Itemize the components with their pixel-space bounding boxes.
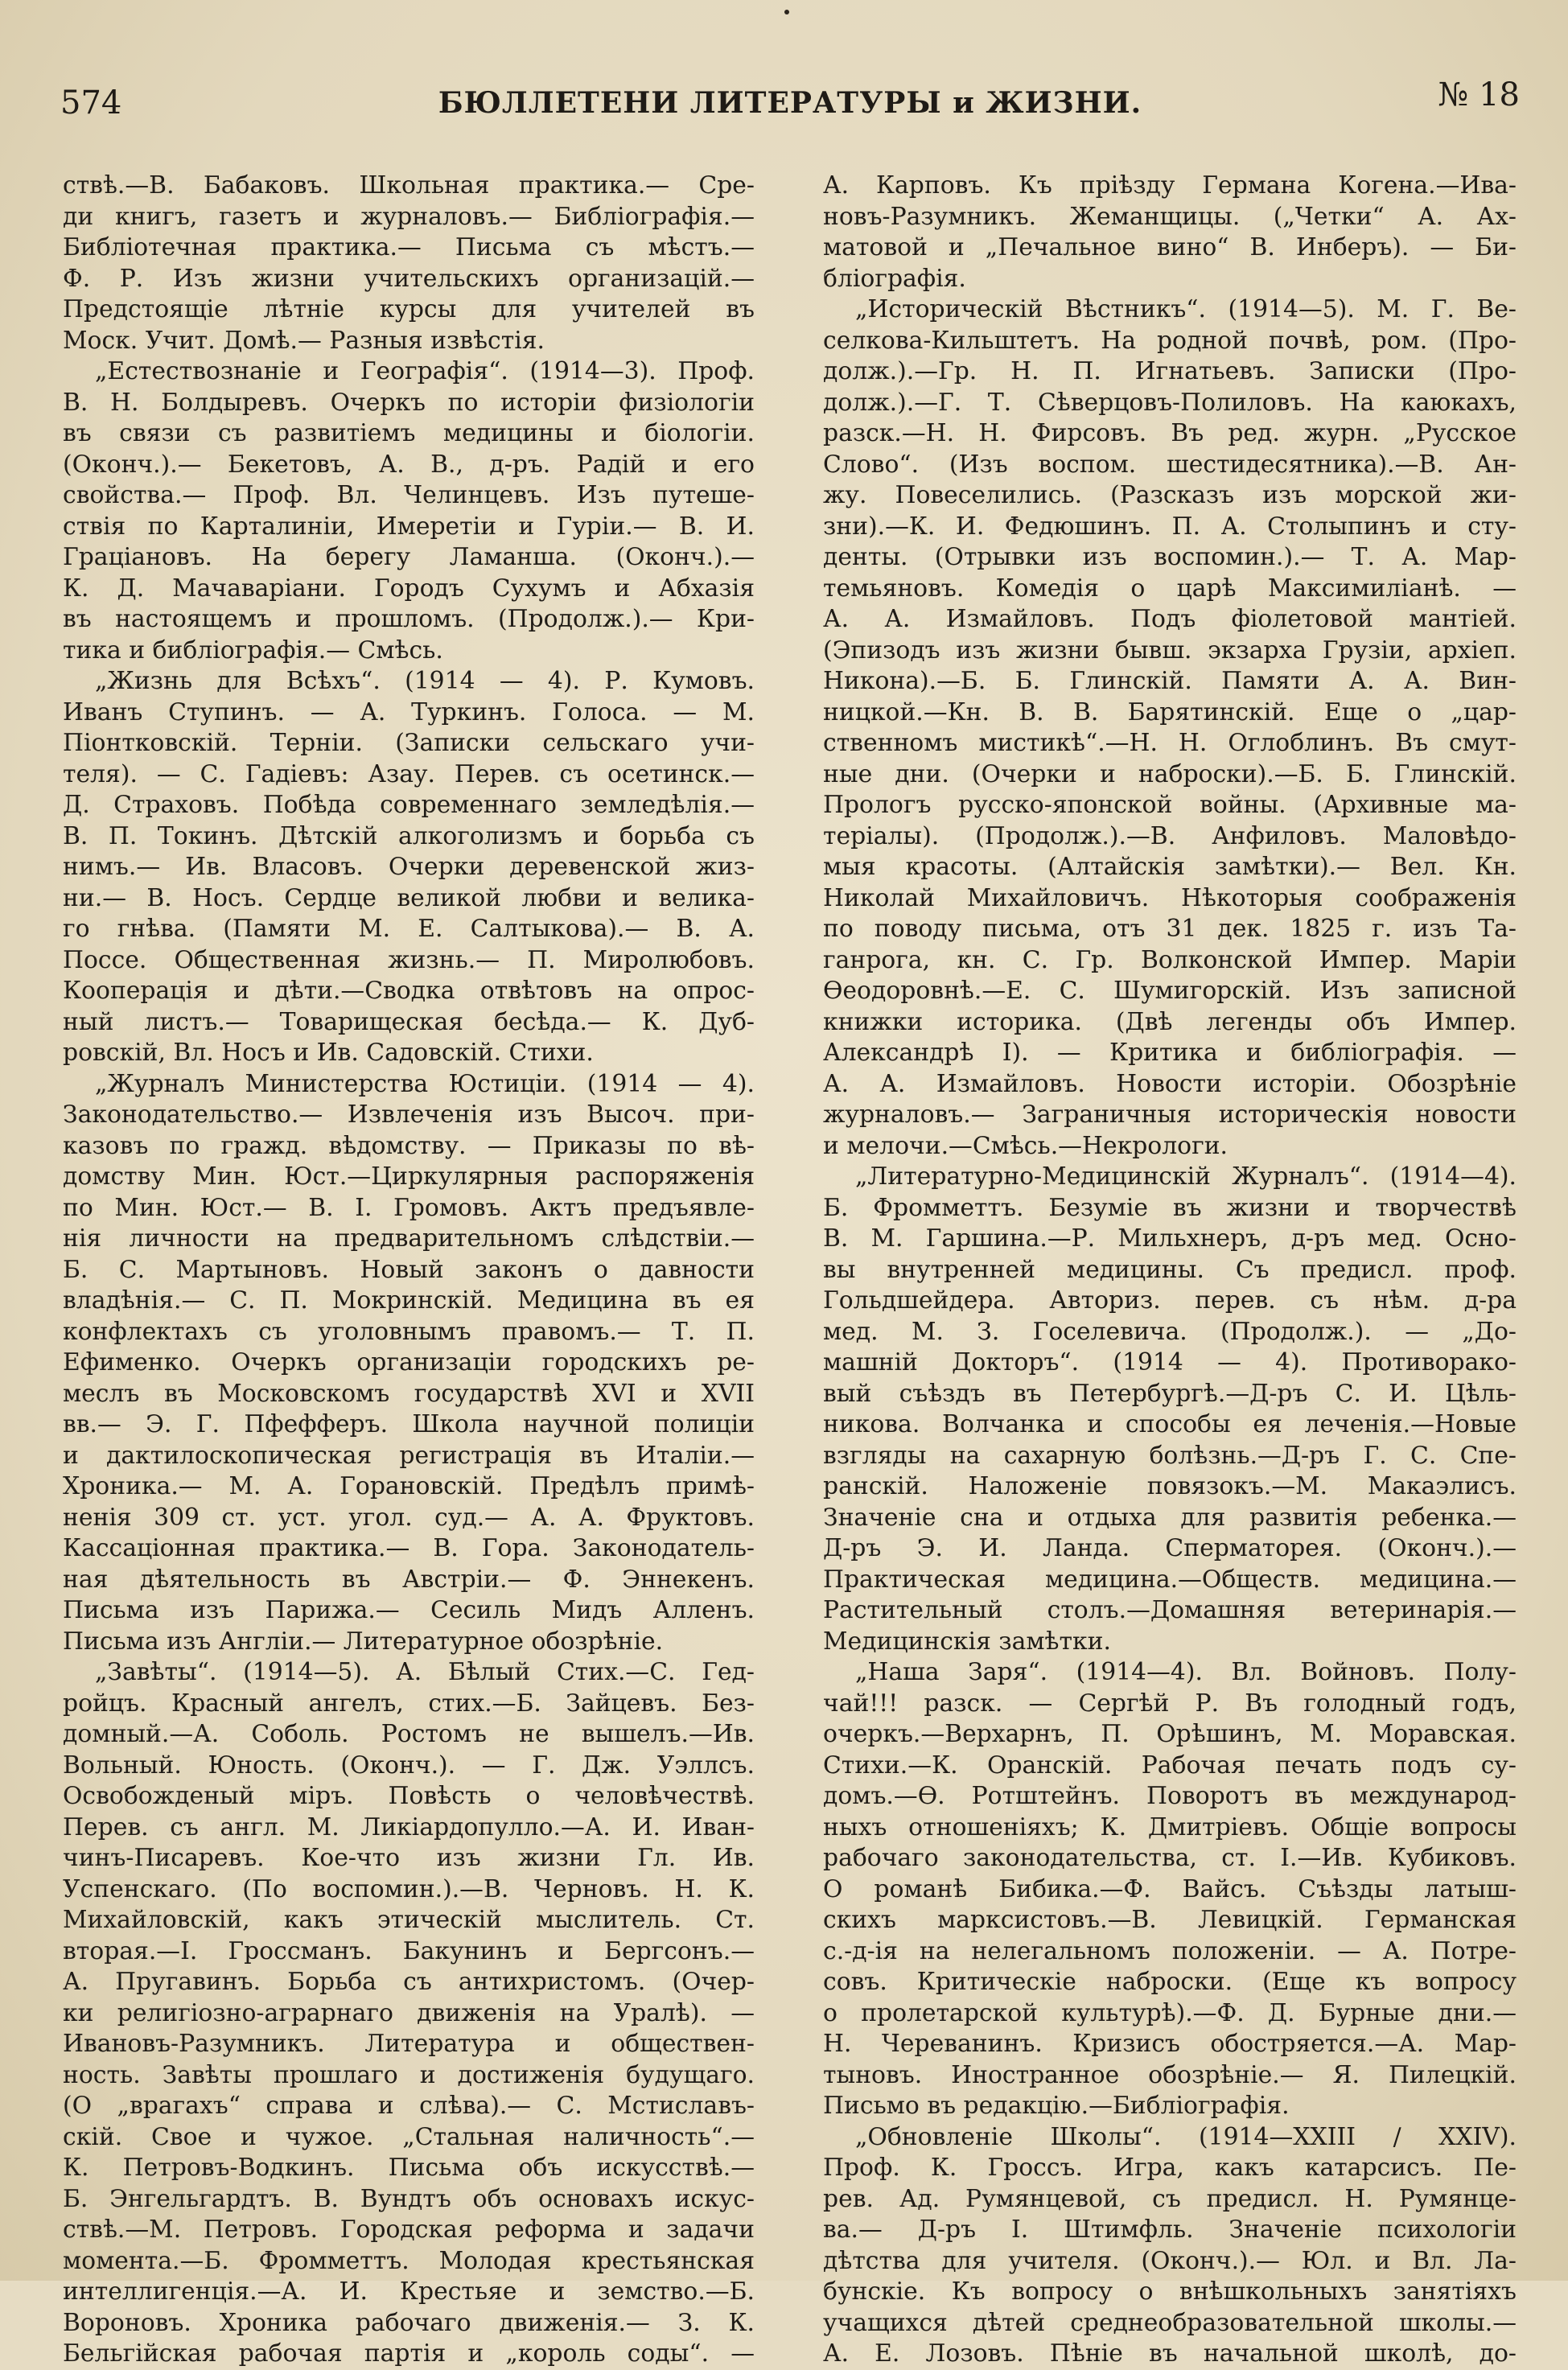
- entry-heading-line: „Литературно-Медицинскій Журналъ“. (1914—4).: [855, 1162, 1517, 1191]
- text-line: с.-д-ія на нелегальномъ положеніи. — А. Потре-: [823, 1936, 1517, 1965]
- text-line: долж.).—Г. Т. Сѣверцовъ-Полиловъ. На каюкахъ,: [823, 388, 1517, 417]
- text-line: ственномъ мистикѣ“.—Н. Н. Оглоблинъ. Въ смут-: [823, 729, 1517, 757]
- text-line: Вольный. Юность. (Оконч.). — Г. Дж. Уэллсъ.: [63, 1751, 755, 1780]
- text-line: Успенскаго. (По воспомин.).—В. Черновъ. Н. К.: [63, 1874, 755, 1903]
- text-line: въ связи съ развитіемъ медицины и біологіи.: [63, 419, 755, 447]
- issue-number: № 18: [1438, 76, 1520, 113]
- text-line: Ф. Р. Изъ жизни учительскихъ организацій.—: [63, 264, 755, 293]
- text-line: мед. М. З. Госелевича. (Продолж.). — „До-: [823, 1317, 1517, 1346]
- text-line: Библіотечная практика.— Письма съ мѣстъ.—: [63, 233, 755, 261]
- text-line: ди книгъ, газетъ и журналовъ.— Библіографія.—: [63, 202, 755, 231]
- text-line: В. М. Гаршина.—Р. Мильхнеръ, д-ръ мед. Осно-: [823, 1224, 1517, 1253]
- text-line: ная дѣятельность въ Австріи.— Ф. Эннекенъ.: [63, 1565, 755, 1594]
- text-line: меслъ въ Московскомъ государствѣ XVI и XVII: [63, 1379, 755, 1408]
- text-line: вв.— Э. Г. Пфефферъ. Школа научной полиціи: [63, 1410, 755, 1438]
- text-line: тика и библіографія.— Смѣсь.: [63, 636, 443, 665]
- text-line: Освобожденый міръ. Повѣсть о человѣчествѣ.: [63, 1782, 755, 1810]
- text-line: домству Мин. Юст.—Циркулярныя распоряженія: [63, 1162, 755, 1191]
- text-line: дѣтства для учителя. (Оконч.).— Юл. и Вл. Ла-: [823, 2246, 1517, 2275]
- text-line: Никона).—Б. Б. Глинскій. Памяти А. А. Вин-: [823, 667, 1517, 695]
- text-line: матовой и „Печальное вино“ В. Инберъ). — Би-: [823, 233, 1517, 261]
- text-line: книжки историка. (Двѣ легенды объ Импер.: [823, 1007, 1517, 1036]
- text-line: Ивановъ-Разумникъ. Литература и обществен-: [63, 2030, 755, 2058]
- text-line: теріалы). (Продолж.).—В. Анфиловъ. Маловѣдо-: [823, 821, 1517, 850]
- entry-heading-line: „Завѣты“. (1914—5). А. Бѣлый Стих.—С. Гед-: [95, 1658, 755, 1686]
- text-line: Піонтковскій. Терніи. (Записки сельскаго учи-: [63, 729, 755, 757]
- text-line: по поводу письма, отъ 31 дек. 1825 г. изъ Та-: [823, 915, 1517, 943]
- text-line: (Эпизодъ изъ жизни бывш. экзарха Грузіи, архіеп.: [823, 636, 1517, 665]
- text-line: момента.—Б. Фромметтъ. Молодая крестьянская: [63, 2246, 755, 2275]
- text-line: ность. Завѣты прошлаго и достиженія будущаго.: [63, 2060, 755, 2089]
- text-line: (Оконч.).— Бекетовъ, А. В., д-ръ. Радій и его: [63, 450, 755, 479]
- text-line: ни.— В. Носъ. Сердце великой любви и велика-: [63, 883, 755, 912]
- text-line: ки религіозно-аграрнаго движенія на Уралѣ). —: [63, 1998, 755, 2027]
- text-line: ныхъ отношеніяхъ; К. Дмитріевъ. Общіе вопросы: [823, 1812, 1517, 1841]
- text-line: домный.—А. Соболь. Ростомъ не вышелъ.—Ив.: [63, 1720, 755, 1748]
- text-line: Стихи.—К. Оранскій. Рабочая печать подъ су-: [823, 1751, 1517, 1780]
- text-line: разск.—Н. Н. Фирсовъ. Въ ред. журн. „Русское: [823, 419, 1517, 447]
- text-line: чинъ-Писаревъ. Кое-что изъ жизни Гл. Ив.: [63, 1844, 755, 1872]
- text-line: Прологъ русско-японской войны. (Архивные ма-: [823, 791, 1517, 819]
- text-line: Законодательство.— Извлеченія изъ Высоч. при-: [63, 1101, 755, 1129]
- text-line: Бельгійская рабочая партія и „король соды“. —: [63, 2339, 755, 2368]
- text-line: Письма изъ Англіи.— Литературное обозрѣніе.: [63, 1627, 664, 1656]
- text-line: Проф. К. Гроссъ. Игра, какъ катарсисъ. Пе-: [823, 2154, 1517, 2182]
- text-line: А. А. Измайловъ. Подъ фіолетовой мантіей.: [823, 605, 1517, 633]
- text-line: Александрѣ I). — Критика и библіографія. —: [823, 1039, 1517, 1067]
- text-line: и мелочи.—Смѣсь.—Некрологи.: [823, 1131, 1228, 1160]
- text-line: бунскіе. Къ вопросу о внѣшкольныхъ занятіяхъ: [823, 2277, 1517, 2306]
- text-line: чай!!! разск. — Сергѣй Р. Въ голодный годъ,: [823, 1689, 1517, 1718]
- text-line: Медицинскія замѣтки.: [823, 1627, 1111, 1656]
- text-line: по Мин. Юст.— В. І. Громовъ. Актъ предъявле-: [63, 1193, 755, 1222]
- text-line: Н. Череванинъ. Кризисъ обостряется.—А. Мар-: [823, 2030, 1517, 2058]
- text-line: ные дни. (Очерки и наброски).—Б. Б. Глинскій.: [823, 759, 1517, 788]
- text-line: ровскій, Вл. Носъ и Ив. Садовскій. Стихи.: [63, 1039, 594, 1067]
- text-line: В. П. Токинъ. Дѣтскій алкоголизмъ и борьба съ: [63, 821, 755, 850]
- text-line: вый съѣздъ въ Петербургѣ.—Д-ръ С. И. Цѣль-: [823, 1379, 1517, 1408]
- text-line: Б. С. Мартыновъ. Новый законъ о давности: [63, 1255, 755, 1284]
- text-line: темьяновъ. Комедія о царѣ Максимиліанѣ. —: [823, 574, 1517, 603]
- text-line: Практическая медицина.—Обществ. медицина.—: [823, 1565, 1517, 1594]
- text-line: скій. Свое и чужое. „Стальная наличность“.—: [63, 2122, 755, 2151]
- text-line: казовъ по гражд. вѣдомству. — Приказы по вѣ-: [63, 1131, 755, 1160]
- entry-heading-line: „Жизнь для Всѣхъ“. (1914 — 4). Р. Кумовъ.: [95, 667, 755, 695]
- text-line: А. Е. Лозовъ. Пѣніе въ начальной школѣ, до-: [823, 2339, 1517, 2368]
- left-column: [63, 171, 755, 2370]
- text-line: въ настоящемъ и прошломъ. (Продолж.).— Кри-: [63, 605, 755, 633]
- text-line: учащихся дѣтей среднеобразовательной школы.—: [823, 2308, 1517, 2337]
- text-line: К. Д. Мачаваріани. Городъ Сухумъ и Абхазія: [63, 574, 755, 603]
- text-line: совъ. Критическіе наброски. (Еще къ вопросу: [823, 1968, 1517, 1996]
- text-line: машній Докторъ“. (1914 — 4). Противорако-: [823, 1348, 1517, 1376]
- text-line: жу. Повеселились. (Разсказъ изъ морской жи-: [823, 481, 1517, 509]
- text-line: ный листъ.— Товарищеская бесѣда.— К. Дуб-: [63, 1007, 755, 1036]
- page-header: [60, 76, 1520, 133]
- text-line: Кооперація и дѣти.—Сводка отвѣтовъ на опрос-: [63, 977, 755, 1005]
- text-line: вторая.—І. Гроссманъ. Бакунинъ и Бергсонъ.—: [63, 1936, 755, 1965]
- right-column: [823, 171, 1517, 2370]
- text-line: нія личности на предварительномъ слѣдствіи.—: [63, 1224, 755, 1253]
- text-line: А. Карповъ. Къ пріѣзду Германа Когена.—Ива-: [823, 171, 1517, 200]
- text-line: никова. Волчанка и способы ея леченія.—Новые: [823, 1410, 1517, 1438]
- page-number: 574: [60, 84, 122, 121]
- text-line: скихъ марксистовъ.—В. Левицкій. Германская: [823, 1906, 1517, 1934]
- text-line: ствѣ.—В. Бабаковъ. Школьная практика.— Сре-: [63, 171, 755, 200]
- text-line: очеркъ.—Верхарнъ, П. Орѣшинъ, М. Моравская.: [823, 1720, 1517, 1748]
- text-line: А. А. Измайловъ. Новости исторіи. Обозрѣніе: [823, 1069, 1517, 1098]
- text-line: интеллигенція.—А. И. Крестьяе и земство.—Б.: [63, 2277, 755, 2306]
- entry-heading-line: „Обновленіе Школы“. (1914—XXIII / XXIV).: [855, 2122, 1517, 2151]
- text-line: ствѣ.—М. Петровъ. Городская реформа и задачи: [63, 2216, 755, 2244]
- text-line: ствія по Карталиніи, Имеретіи и Гуріи.— В. И.: [63, 512, 755, 541]
- text-line: мыя красоты. (Алтайскія замѣтки).— Вел. Кн.: [823, 853, 1517, 881]
- text-line: Д. Страховъ. Побѣда современнаго земледѣлія.—: [63, 791, 755, 819]
- text-line: Перев. съ англ. М. Ликіардопулло.—А. И. Иван-: [63, 1812, 755, 1841]
- text-line: селкова-Кильштетъ. На родной почвѣ, ром. (Про-: [823, 326, 1517, 355]
- text-line: денты. (Отрывки изъ воспомин.).— Т. А. Мар-: [823, 543, 1517, 571]
- running-title: БЮЛЛЕТЕНИ ЛИТЕРАТУРЫ и ЖИЗНИ.: [438, 86, 1142, 120]
- text-line: Михайловскій, какъ этическій мыслитель. Ст.: [63, 1906, 755, 1934]
- text-line: бліографія.: [823, 264, 966, 293]
- text-line: А. Пругавинъ. Борьба съ антихристомъ. (Очер-: [63, 1968, 755, 1996]
- text-line: Вороновъ. Хроника рабочаго движенія.— З. К.: [63, 2308, 755, 2337]
- text-line: Б. Фромметтъ. Безуміе въ жизни и творчествѣ: [823, 1193, 1517, 1222]
- text-line: Значеніе сна и отдыха для развитія ребенка.—: [823, 1503, 1517, 1532]
- text-line: Письмо въ редакцію.—Библіографія.: [823, 2092, 1290, 2120]
- entry-heading-line: „Журналъ Министерства Юстиціи. (1914 — 4).: [95, 1069, 755, 1098]
- text-line: К. Петровъ-Водкинъ. Письма объ искусствѣ.—: [63, 2154, 755, 2182]
- text-line: ройцъ. Красный ангелъ, стих.—Б. Зайцевъ. Без-: [63, 1689, 755, 1718]
- text-line: взгляды на сахарную болѣзнь.—Д-ръ Г. С. Спе-: [823, 1441, 1517, 1470]
- text-line: Моск. Учит. Домѣ.— Разныя извѣстія.: [63, 326, 545, 355]
- text-line: теля). — С. Гадіевъ: Азау. Перев. съ осетинск.—: [63, 759, 755, 788]
- text-line: зни).—К. И. Федюшинъ. П. А. Столыпинъ и сту-: [823, 512, 1517, 541]
- text-line: го гнѣва. (Памяти М. Е. Салтыкова).— В. А.: [63, 915, 755, 943]
- text-line: ранскій. Наложеніе повязокъ.—М. Макаэлисъ.: [823, 1472, 1517, 1500]
- print-mark: [784, 10, 789, 14]
- text-line: ненія 309 ст. уст. угол. суд.— А. А. Фруктовъ.: [63, 1503, 755, 1532]
- text-line: Предстоящіе лѣтніе курсы для учителей въ: [63, 295, 755, 323]
- text-line: Николай Михайловичъ. Нѣкоторыя соображенія: [823, 883, 1517, 912]
- text-line: домъ.—Ѳ. Ротштейнъ. Поворотъ въ международ-: [823, 1782, 1517, 1810]
- text-line: ницкой.—Кн. В. В. Барятинскій. Еще о „цар-: [823, 697, 1517, 726]
- text-line: Письма изъ Парижа.— Сесиль Мидъ Алленъ.: [63, 1596, 755, 1624]
- text-line: Гольдшейдера. Авториз. перев. съ нѣм. д-ра: [823, 1286, 1517, 1315]
- text-line: вы внутренней медицины. Съ предисл. проф.: [823, 1255, 1517, 1284]
- text-line: Кассаціонная практика.— В. Гора. Законодатель-: [63, 1534, 755, 1562]
- entry-heading-line: „Историческій Вѣстникъ“. (1914—5). М. Г. Ве-: [855, 295, 1517, 323]
- text-line: о пролетарской культурѣ).—Ф. Д. Бурные дни.—: [823, 1998, 1517, 2027]
- text-line: рев. Ад. Румянцевой, съ предисл. Н. Румянце-: [823, 2184, 1517, 2213]
- text-line: журналовъ.— Заграничныя историческія новости: [823, 1101, 1517, 1129]
- text-line: Ѳеодоровнѣ.—Е. С. Шумигорскій. Изъ записной: [823, 977, 1517, 1005]
- text-line: Д-ръ Э. И. Ланда. Сперматорея. (Оконч.).—: [823, 1534, 1517, 1562]
- text-line: конфлектахъ съ уголовнымъ правомъ.— Т. П.: [63, 1317, 755, 1346]
- text-line: долж.).—Гр. Н. П. Игнатьевъ. Записки (Про-: [823, 357, 1517, 385]
- text-line: Слово“. (Изъ воспом. шестидесятника).—В. Ан-: [823, 450, 1517, 479]
- text-line: владѣнія.— С. П. Мокринскій. Медицина въ ея: [63, 1286, 755, 1315]
- text-line: Хроника.— М. А. Горановскій. Предѣлъ примѣ-: [63, 1472, 755, 1500]
- text-line: Иванъ Ступинъ. — А. Туркинъ. Голоса. — М.: [63, 697, 755, 726]
- text-line: О романѣ Бибика.—Ф. Вайсъ. Съѣзды латыш-: [823, 1874, 1517, 1903]
- text-line: Поссе. Общественная жизнь.— П. Миролюбовъ.: [63, 945, 755, 974]
- text-line: Ефименко. Очеркъ организаціи городскихъ ре-: [63, 1348, 755, 1376]
- text-line: Растительный столъ.—Домашняя ветеринарія.—: [823, 1596, 1517, 1624]
- text-line: ва.— Д-ръ І. Штимфль. Значеніе психологіи: [823, 2216, 1517, 2244]
- text-line: новъ-Разумникъ. Жеманщицы. („Четки“ А. Ах-: [823, 202, 1517, 231]
- text-line: нимъ.— Ив. Власовъ. Очерки деревенской жиз-: [63, 853, 755, 881]
- text-line: Граціановъ. На берегу Ламанша. (Оконч.).—: [63, 543, 755, 571]
- entry-heading-line: „Естествознаніе и Географія“. (1914—3). Проф.: [95, 357, 755, 385]
- text-line: Б. Энгельгардтъ. В. Вундтъ объ основахъ искус-: [63, 2184, 755, 2213]
- text-line: тыновъ. Иностранное обозрѣніе.— Я. Пилецкій.: [823, 2060, 1517, 2089]
- text-line: и дактилоскопическая регистрація въ Италіи.—: [63, 1441, 755, 1470]
- entry-heading-line: „Наша Заря“. (1914—4). Вл. Войновъ. Полу-: [855, 1658, 1517, 1686]
- text-line: свойства.— Проф. Вл. Челинцевъ. Изъ путеше-: [63, 481, 755, 509]
- text-line: (О „врагахъ“ справа и слѣва).— С. Мстиславъ-: [63, 2092, 755, 2120]
- text-line: рабочаго законодательства, ст. I.—Ив. Кубиковъ.: [823, 1844, 1517, 1872]
- text-line: В. Н. Болдыревъ. Очеркъ по исторіи физіологіи: [63, 388, 755, 417]
- text-line: ганрога, кн. С. Гр. Волконской Импер. Маріи: [823, 945, 1517, 974]
